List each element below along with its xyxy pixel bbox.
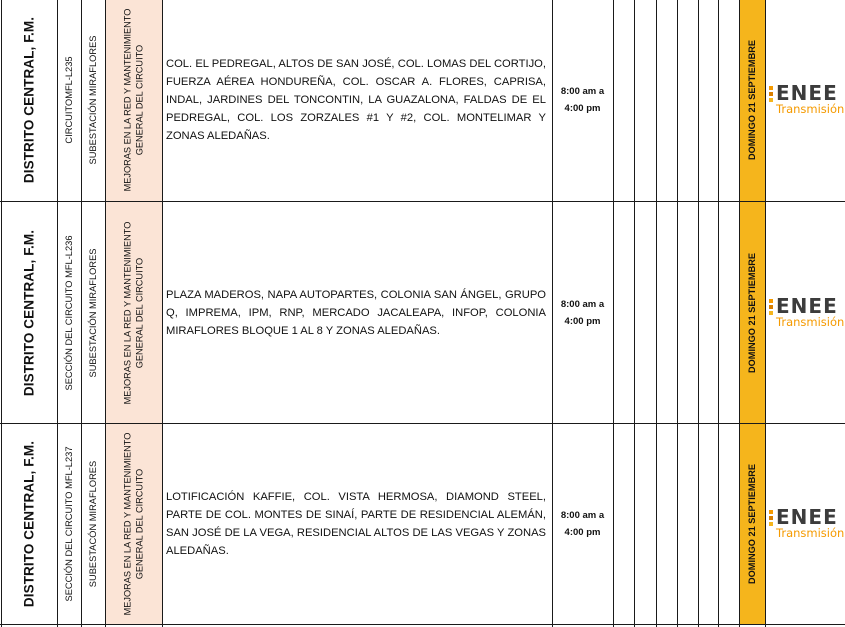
district-label: DISTRITO CENTRAL, F.M. <box>21 229 36 396</box>
enee-logo-icon <box>769 86 773 102</box>
time-end: 4:00 pm <box>564 102 601 114</box>
column-divider <box>162 0 163 627</box>
time-start: 8:00 am a <box>560 510 605 521</box>
column-divider <box>765 0 766 627</box>
schedule-time <box>552 83 613 117</box>
district-cell <box>0 202 57 423</box>
column-divider <box>613 0 614 627</box>
schedule-cell <box>552 423 613 625</box>
schedule-cell <box>552 202 613 423</box>
logo-subtitle: Transmisión <box>776 101 845 116</box>
date-label: DOMINGO 21 SEPTIEMBRE <box>747 252 757 373</box>
column-divider <box>677 0 678 627</box>
district-label: DISTRITO CENTRAL, F.M. <box>21 16 36 183</box>
enee-logo <box>765 82 845 118</box>
column-divider <box>656 0 657 627</box>
date-label: DOMINGO 21 SEPTIEMBRE <box>747 464 757 584</box>
logo-subtitle: Transmisión <box>776 314 845 329</box>
substation-label: SUBESTACIÓN MIRAFLORES <box>88 35 98 164</box>
time-end: 4:00 pm <box>564 527 601 538</box>
schedule-time <box>552 296 613 330</box>
date-label: DOMINGO 21 SEPTIEMBRE <box>747 39 757 160</box>
work-description: MEJORAS EN LA RED Y MANTENIMIENTO GENERAL DEL CIRCUITO <box>121 221 144 404</box>
substation-cell <box>81 202 105 423</box>
work-description: MEJORAS EN LA RED Y MANTENIMIENTO GENERAL DEL CIRCUITO <box>121 432 144 616</box>
work-description-cell <box>105 0 162 201</box>
column-divider <box>698 0 699 627</box>
affected-areas: PLAZA MADEROS, NAPA AUTOPARTES, COLONIA SAN ÁNGEL, GRUPO Q, IMPREMA, IPM, RNP, MERCADO JACALEAPA, INFOP, COLONIA MIRAFLORES BLOQUE 1 AL 8 Y ZONAS ALEDAÑAS. <box>166 288 546 337</box>
circuit-cell <box>57 202 81 423</box>
affected-areas: COL. EL PEDREGAL, ALTOS DE SAN JOSÉ, COL. LOMAS DEL CORTIJO, FUERZA AÉREA HONDUREÑA, COL. OSCAR A. FLORES, CAPRISA, INDAL, JARDINES DEL TONCONTIN, LA GUAZALONA, FALDAS DE EL PEDREGAL, COL. LOS ZORZALES #1 Y #2, COL. MONTELIMAR Y ZONAS ALEDAÑAS. <box>166 57 546 142</box>
logo-name: ENEE <box>776 505 838 529</box>
circuit-label: CIRCUITOMFL-L235 <box>64 55 74 144</box>
substation-cell <box>81 423 105 625</box>
district-label: DISTRITO CENTRAL, F.M. <box>21 440 36 608</box>
schedule-cell <box>552 0 613 201</box>
time-start: 8:00 am a <box>560 85 605 97</box>
logo-cell <box>765 202 845 423</box>
substation-label: SUBESTACIÓN MIRAFLORES <box>88 248 98 377</box>
circuit-cell <box>57 423 81 625</box>
logo-cell <box>765 0 845 201</box>
enee-logo <box>765 295 845 331</box>
schedule-time <box>552 507 613 541</box>
logo-name: ENEE <box>776 80 838 105</box>
enee-logo-icon <box>769 299 773 315</box>
work-description-cell <box>105 423 162 625</box>
column-divider <box>552 0 553 627</box>
work-description: MEJORAS EN LA RED Y MANTENIMIENTO GENERAL DEL CIRCUITO <box>121 8 144 191</box>
affected-areas-cell <box>162 423 552 625</box>
circuit-label: SECCIÓN DEL CIRCUITO MFL-L236 <box>64 235 74 390</box>
circuit-label: SECCIÓN DEL CIRCUITO MFL-L237 <box>64 446 74 602</box>
substation-cell <box>81 0 105 201</box>
date-cell <box>739 423 765 625</box>
substation-label: SUBESTACÓN MIRAFLORES <box>88 460 98 588</box>
column-divider <box>739 0 740 627</box>
enee-logo <box>765 506 845 542</box>
logo-cell <box>765 423 845 625</box>
logo-subtitle: Transmisión <box>776 526 845 540</box>
column-divider <box>634 0 635 627</box>
district-cell <box>0 423 57 625</box>
date-cell <box>739 0 765 201</box>
column-divider <box>105 0 106 627</box>
circuit-cell <box>57 0 81 201</box>
affected-areas: LOTIFICACIÓN KAFFIE, COL. VISTA HERMOSA, DIAMOND STEEL, PARTE DE COL. MONTES DE SINAÍ, PARTE DE RESIDENCIAL ALEMÁN, SAN JOSÉ DE LA VEGA, RESIDENCIAL ALTOS DE LAS VEGAS Y ZONAS ALEDAÑAS. <box>166 491 546 557</box>
logo-name: ENEE <box>776 293 838 318</box>
time-end: 4:00 pm <box>564 315 601 327</box>
work-description-cell <box>105 202 162 423</box>
enee-logo-icon <box>769 510 773 526</box>
column-divider <box>1 0 2 627</box>
affected-areas-cell <box>162 202 552 423</box>
date-cell <box>739 202 765 423</box>
time-start: 8:00 am a <box>560 298 605 310</box>
affected-areas-cell <box>162 0 552 201</box>
column-divider <box>718 0 719 627</box>
column-divider <box>57 0 58 627</box>
column-divider <box>81 0 82 627</box>
district-cell <box>0 0 57 201</box>
